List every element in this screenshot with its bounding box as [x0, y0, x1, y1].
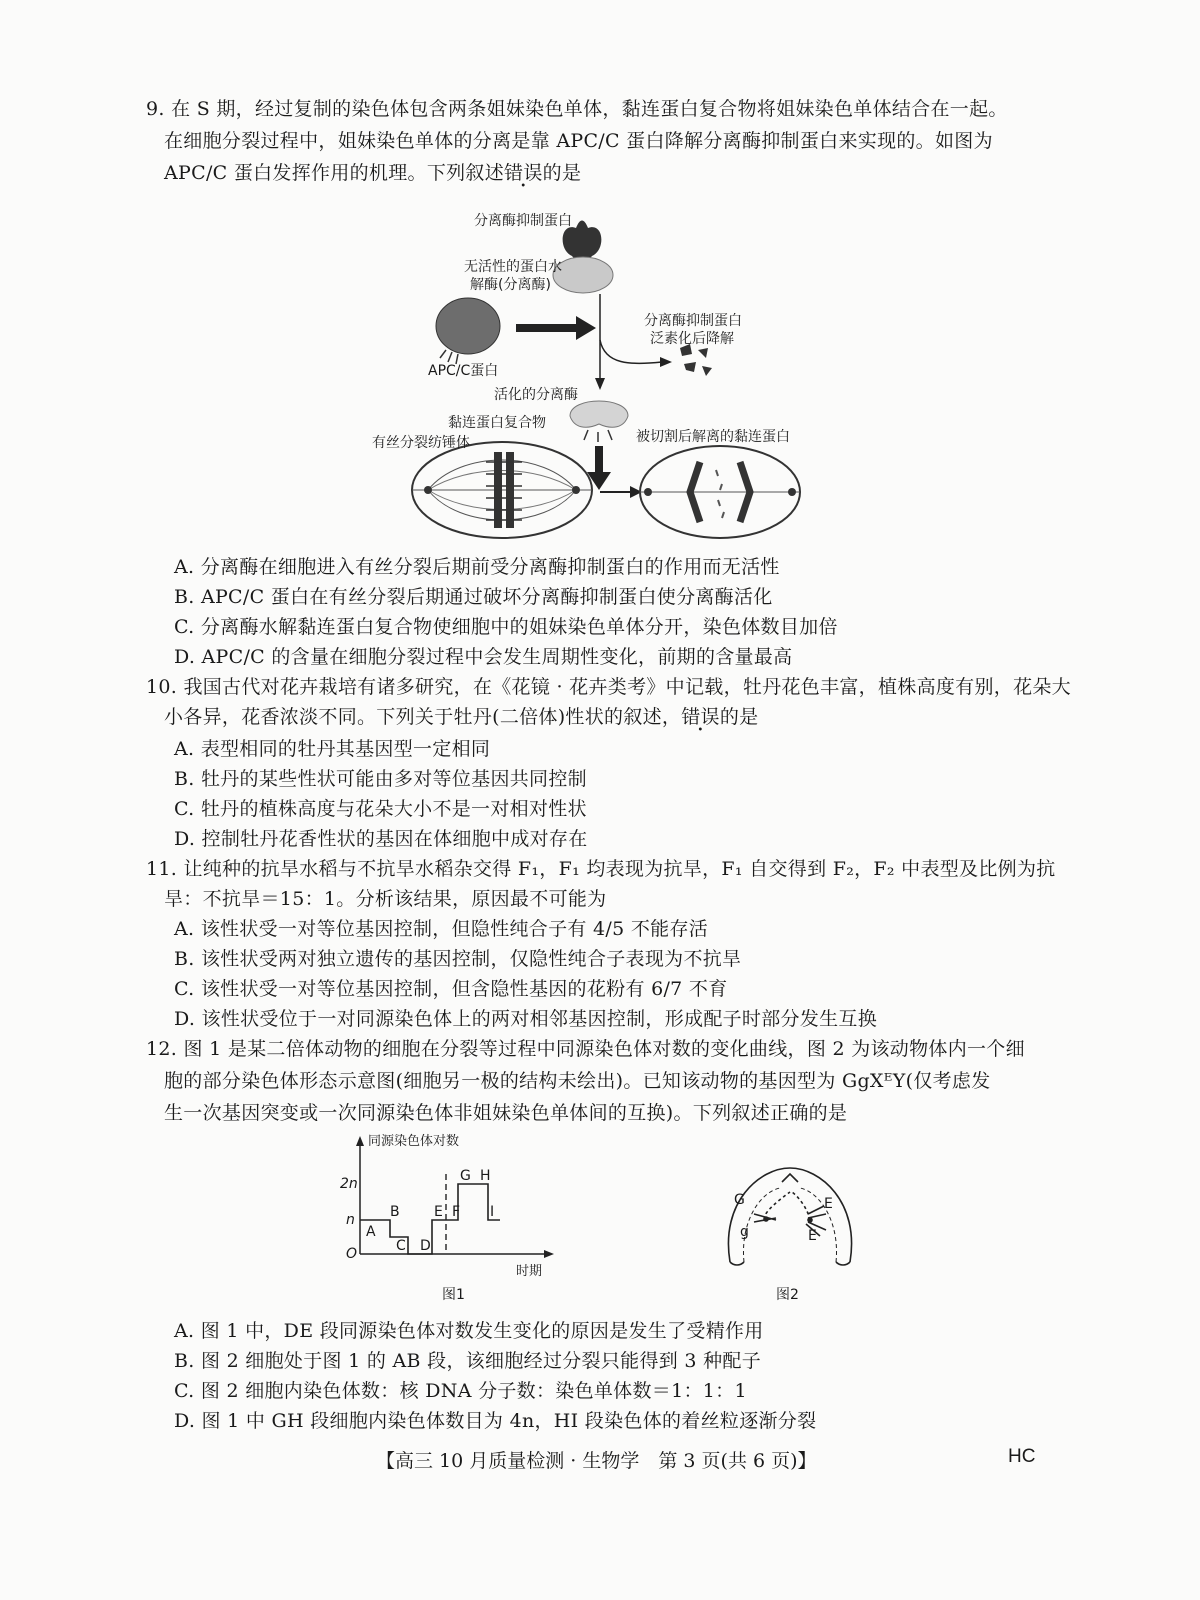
- fig1-seg-d: D: [420, 1238, 431, 1254]
- q11-option-d: D. 该性状受位于一对同源染色体上的两对相邻基因控制，形成配子时部分发生互换: [174, 1008, 878, 1030]
- q9-line-2: 在细胞分裂过程中，姐妹染色单体的分离是靠 APC/C 蛋白降解分离酶抑制蛋白来实现的。如图为: [164, 130, 993, 152]
- label-cohesin: 黏连蛋白复合物: [448, 415, 546, 431]
- q12-line-3: 生一次基因突变或一次同源染色体非姐妹染色单体间的互换)。下列叙述正确的是: [164, 1102, 848, 1124]
- label-inactive-2: 解酶(分离酶): [470, 277, 551, 293]
- label-apc: APC/C蛋白: [428, 363, 499, 379]
- q12-line-1: 12. 图 1 是某二倍体动物的细胞在分裂等过程中同源染色体对数的变化曲线，图 2 为该动物体内一个细: [146, 1038, 1025, 1060]
- label-spindle: 有丝分裂纺锤体: [372, 435, 470, 451]
- fig1-seg-c: C: [396, 1238, 406, 1254]
- q9-option-d: D. APC/C 的含量在细胞分裂过程中会发生周期性变化，前期的含量最高: [174, 646, 793, 668]
- q9-option-a: A. 分离酶在细胞进入有丝分裂后期前受分离酶抑制蛋白的作用而无活性: [174, 556, 780, 578]
- fig2-E-top: E: [824, 1196, 833, 1212]
- q11-option-a: A. 该性状受一对等位基因控制，但隐性纯合子有 4/5 不能存活: [174, 918, 709, 940]
- fig2-G: G: [734, 1192, 745, 1208]
- q10-option-c: C. 牡丹的植株高度与花朵大小不是一对相对性状: [174, 798, 587, 820]
- activated-separase-shape: [570, 401, 628, 427]
- fig1-y-2n: 2n: [340, 1176, 358, 1192]
- q9-line-3: [164, 160, 581, 186]
- q12-option-d: D. 图 1 中 GH 段细胞内染色体数目为 4n，HI 段染色体的着丝粒逐渐分裂: [174, 1410, 817, 1432]
- label-inhibitor: 分离酶抑制蛋白: [474, 213, 572, 229]
- q10-emphasis: 错误: [681, 706, 720, 728]
- fig2-drawing: [720, 1162, 860, 1282]
- chromosome-right: [506, 452, 514, 528]
- fig1-seg-i: I: [490, 1204, 495, 1220]
- fig1-xlabel: 时期: [516, 1264, 543, 1279]
- q10-line-1: 10. 我国古代对花卉栽培有诸多研究，在《花镜 · 花卉类考》中记载，牡丹花色丰富，植株高度有别，花朵大: [146, 676, 1071, 698]
- q12-line-2: 胞的部分染色体形态示意图(细胞另一极的结构未绘出)。已知该动物的基因型为 GgXᴱY(仅考虑发: [164, 1070, 991, 1092]
- q10-option-a: A. 表型相同的牡丹其基因型一定相同: [174, 738, 491, 760]
- q12-option-c: C. 图 2 细胞内染色体数：核 DNA 分子数：染色单体数＝1：1：1: [174, 1380, 747, 1402]
- q12-figure-1: [330, 1134, 560, 1314]
- fig1-seg-b: B: [390, 1204, 400, 1220]
- q10-option-b: B. 牡丹的某些性状可能由多对等位基因共同控制: [174, 768, 587, 790]
- q9-option-c: C. 分离酶水解黏连蛋白复合物使细胞中的姐妹染色单体分开，染色体数目加倍: [174, 616, 838, 638]
- fig1-seg-a: A: [366, 1224, 376, 1240]
- q10-line-2-pre: 小各异，花香浓淡不同。下列关于牡丹(二倍体)性状的叙述，: [164, 706, 682, 728]
- label-inactive-1: 无活性的蛋白水: [464, 259, 562, 275]
- q10-line-2: [164, 704, 758, 730]
- q9-emphasis: 错误: [504, 162, 543, 184]
- q11-line-1: 11. 让纯种的抗旱水稻与不抗旱水稻杂交得 F₁，F₁ 均表现为抗旱，F₁ 自交得到 F₂，F₂ 中表型及比例为抗: [146, 858, 1056, 880]
- q9-option-b: B. APC/C 蛋白在有丝分裂后期通过破坏分离酶抑制蛋白使分离酶活化: [174, 586, 773, 608]
- footer-page-info: 【高三 10 月质量检测 · 生物学 第 3 页(共 6 页)】: [376, 1450, 817, 1472]
- q9-line-1: 9. 在 S 期，经过复制的染色体包含两条姐妹染色单体，黏连蛋白复合物将姐妹染色单体结合在一起。: [146, 98, 1008, 120]
- fig1-seg-f: F: [452, 1204, 461, 1220]
- fig2-g: g: [740, 1224, 749, 1240]
- apc-protein-shape: [436, 298, 500, 354]
- fig2-E-bottom: E: [808, 1228, 817, 1244]
- inactive-separase-shape: [553, 257, 613, 293]
- label-ubiq-2: 泛素化后降解: [650, 331, 734, 347]
- q10-option-d: D. 控制牡丹花香性状的基因在体细胞中成对存在: [174, 828, 588, 850]
- chromosome-left: [494, 452, 502, 528]
- q10-line-2-post: 的是: [719, 706, 759, 728]
- q9-line-3-pre: APC/C 蛋白发挥作用的机理。下列叙述: [164, 162, 505, 184]
- fig2-caption: 图2: [776, 1287, 799, 1303]
- q11-option-c: C. 该性状受一对等位基因控制，但含隐性基因的花粉有 6/7 不育: [174, 978, 728, 1000]
- fig1-y-n: n: [346, 1212, 355, 1228]
- fig1-seg-e: E: [434, 1204, 443, 1220]
- label-activated: 活化的分离酶: [494, 387, 578, 403]
- label-cleaved: 被切割后解离的黏连蛋白: [636, 429, 790, 445]
- fig1-caption: 图1: [442, 1287, 465, 1303]
- footer-code: HC: [1008, 1446, 1036, 1467]
- q12-option-a: A. 图 1 中，DE 段同源染色体对数发生变化的原因是发生了受精作用: [174, 1320, 764, 1342]
- fig2-chromosome-left: [754, 1192, 790, 1222]
- fig1-ylabel: 同源染色体对数: [368, 1134, 460, 1149]
- q11-option-b: B. 该性状受两对独立遗传的基因控制，仅隐性纯合子表现为不抗旱: [174, 948, 742, 970]
- label-ubiq-1: 分离酶抑制蛋白: [644, 313, 742, 329]
- fig2-cell-outline: [728, 1168, 851, 1262]
- fig1-seg-h: H: [480, 1168, 491, 1184]
- q12-figure-2: [720, 1162, 860, 1312]
- fig1-origin: O: [346, 1246, 358, 1262]
- q12-option-b: B. 图 2 细胞处于图 1 的 AB 段，该细胞经过分裂只能得到 3 种配子: [174, 1350, 762, 1372]
- q9-line-3-post: 的是: [542, 162, 582, 184]
- q11-line-2: 旱：不抗旱＝15：1。分析该结果，原因最不可能为: [164, 888, 607, 910]
- q9-figure: [372, 200, 840, 550]
- fig1-seg-g: G: [460, 1168, 471, 1184]
